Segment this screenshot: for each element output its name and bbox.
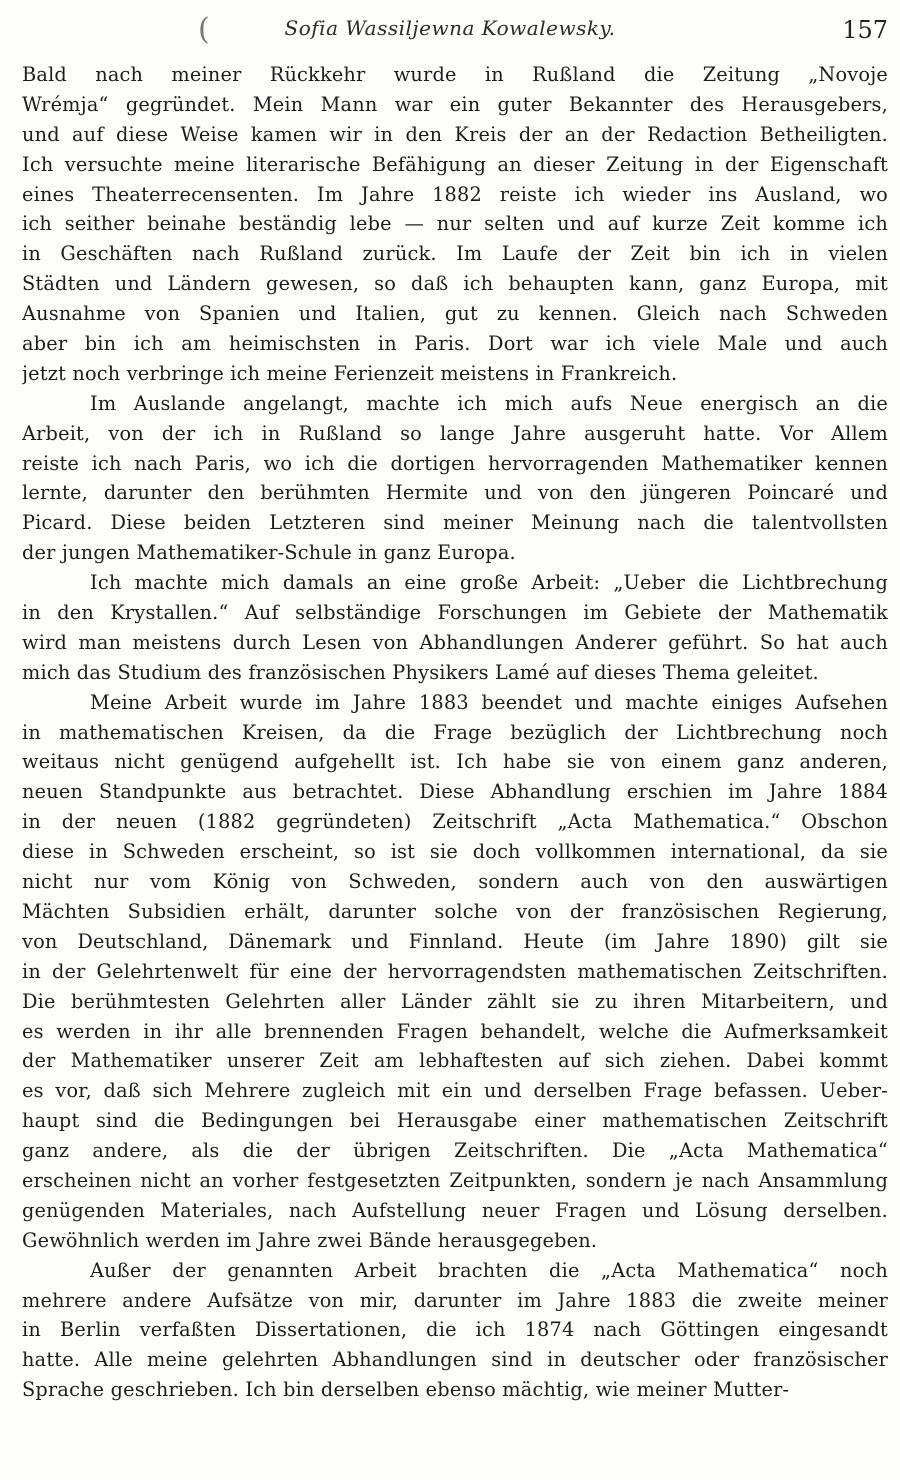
text-line: wird man meistens durch Lesen von Abhandlungen Anderer geführt. So hat auch <box>22 630 888 654</box>
text-line: Ausnahme von Spanien und Italien, gut zu kennen. Gleich nach Schweden <box>22 302 888 326</box>
page-number: 157 <box>842 16 888 44</box>
text-line: lernte, darunter den berühmten Hermite und von den jüngeren Poincaré und <box>22 481 888 505</box>
text-line: Ich versuchte meine literarische Befähigung an dieser Zeitung in der Eigenschaft <box>22 152 888 176</box>
text-line: in den Krystallen.“ Auf selbständige Forschungen im Gebiete der Mathematik <box>22 601 888 625</box>
paragraph <box>22 60 888 389</box>
text-line: genügenden Materiales, nach Aufstellung neuer Fragen und Lösung derselben. <box>22 1198 888 1222</box>
text-line: Außer der genannten Arbeit brachten die „Acta Mathematica“ noch <box>90 1258 888 1282</box>
text-line: der Mathematiker unserer Zeit am lebhaftesten auf sich ziehen. Dabei kommt <box>22 1049 888 1073</box>
text-line: hatte. Alle meine gelehrten Abhandlungen sind in deutscher oder französischer <box>22 1348 888 1372</box>
text-line: Bald nach meiner Rückkehr wurde in Rußland die Zeitung „Novoje <box>22 63 888 86</box>
text-line: Meine Arbeit wurde im Jahre 1883 beendet und machte einiges Aufsehen <box>90 690 888 714</box>
text-line: ich seither beinahe beständig lebe — nur selten und auf kurze Zeit komme ich <box>22 212 888 236</box>
text-line: in der neuen (1882 gegründeten) Zeitschrift „Acta Mathematica.“ Obschon <box>22 810 888 834</box>
text-line: eines Theaterrecensenten. Im Jahre 1882 reiste ich wieder ins Ausland, wo <box>22 182 888 206</box>
paragraph <box>22 1256 888 1405</box>
paragraph <box>22 688 888 1256</box>
text-line: neuen Standpunkte aus betrachtet. Diese Abhandlung erschien im Jahre 1884 <box>22 780 888 804</box>
text-line: es werden in ihr alle brennenden Fragen behandelt, welche die Aufmerksamkeit <box>22 1019 888 1043</box>
text-line: erscheinen nicht an vorher festgesetzten Zeitpunkten, sondern je nach Ansammlung <box>22 1168 888 1192</box>
text-line: ganz andere, als die der übrigen Zeitschriften. Die „Acta Mathematica“ <box>22 1139 888 1163</box>
text-line: haupt sind die Bedingungen bei Herausgabe einer mathematischen Zeitschrift <box>22 1109 888 1133</box>
text-line: Ich machte mich damals an eine große Arbeit: „Ueber die Lichtbrechung <box>90 571 888 595</box>
text-line: aber bin ich am heimischsten in Paris. Dort war ich viele Male und auch <box>22 332 888 356</box>
text-line: der jungen Mathematiker-Schule in ganz Europa. <box>22 541 516 565</box>
text-line: in mathematischen Kreisen, da die Frage bezüglich der Lichtbrechung noch <box>22 720 888 744</box>
text-line: Städten und Ländern gewesen, so daß ich behaupten kann, ganz Europa, mit <box>22 272 888 296</box>
running-header <box>0 12 900 46</box>
text-line: diese in Schweden erscheint, so ist sie doch vollkommen international, da sie <box>22 840 888 864</box>
paragraph <box>22 389 888 568</box>
text-line: Arbeit, von der ich in Rußland so lange Jahre ausgeruht hatte. Vor Allem <box>22 421 888 445</box>
text-line: jetzt noch verbringe ich meine Ferienzeit meistens in Frankreich. <box>22 361 678 385</box>
text-line: in der Gelehrtenwelt für eine der hervorragendsten mathematischen Zeitschriften. <box>22 959 888 983</box>
text-line: Mächten Subsidien erhält, darunter solche von der französischen Regierung, <box>22 899 888 923</box>
paragraph <box>22 568 888 688</box>
text-line: Im Auslande angelangt, machte ich mich aufs Neue energisch an die <box>90 391 888 415</box>
text-line: Die berühmtesten Gelehrten aller Länder zählt sie zu ihren Mitarbeitern, und <box>22 989 888 1013</box>
text-line: und auf diese Weise kamen wir in den Kreis der an der Redaction Betheiligten. <box>22 122 888 146</box>
text-line: Sprache geschrieben. Ich bin derselben ebenso mächtig, wie meiner Mutter- <box>22 1378 790 1402</box>
text-line: Wrémja“ gegründet. Mein Mann war ein guter Bekannter des Herausgebers, <box>22 92 888 116</box>
text-line: mehrere andere Aufsätze von mir, darunter im Jahre 1883 die zweite meiner <box>22 1288 888 1312</box>
text-line: in Geschäften nach Rußland zurück. Im Laufe der Zeit bin ich in vielen <box>22 242 888 266</box>
text-line: mich das Studium des französischen Physikers Lamé auf dieses Thema geleitet. <box>22 660 819 684</box>
text-line: Gewöhnlich werden im Jahre zwei Bände herausgegeben. <box>22 1228 598 1252</box>
text-line: weitaus nicht genügend aufgehellt ist. Ich habe sie von einem ganz anderen, <box>22 750 888 774</box>
running-title: Sofia Wassiljewna Kowalewsky. <box>284 16 616 40</box>
page-edge-mark: ( <box>198 12 210 47</box>
text-line: nicht nur vom König von Schweden, sondern auch von den auswärtigen <box>22 870 888 894</box>
text-line: reiste ich nach Paris, wo ich die dortigen hervorragenden Mathematiker kennen <box>22 451 888 475</box>
text-line: von Deutschland, Dänemark und Finnland. Heute (im Jahre 1890) gilt sie <box>22 929 888 953</box>
text-line: in Berlin verfaßten Dissertationen, die ich 1874 nach Göttingen eingesandt <box>22 1318 888 1342</box>
text-line: Picard. Diese beiden Letzteren sind meiner Meinung nach die talentvollsten <box>22 511 888 535</box>
body-text <box>22 60 888 1405</box>
text-line: es vor, daß sich Mehrere zugleich mit ein und derselben Frage befassen. Ueber- <box>22 1079 888 1103</box>
